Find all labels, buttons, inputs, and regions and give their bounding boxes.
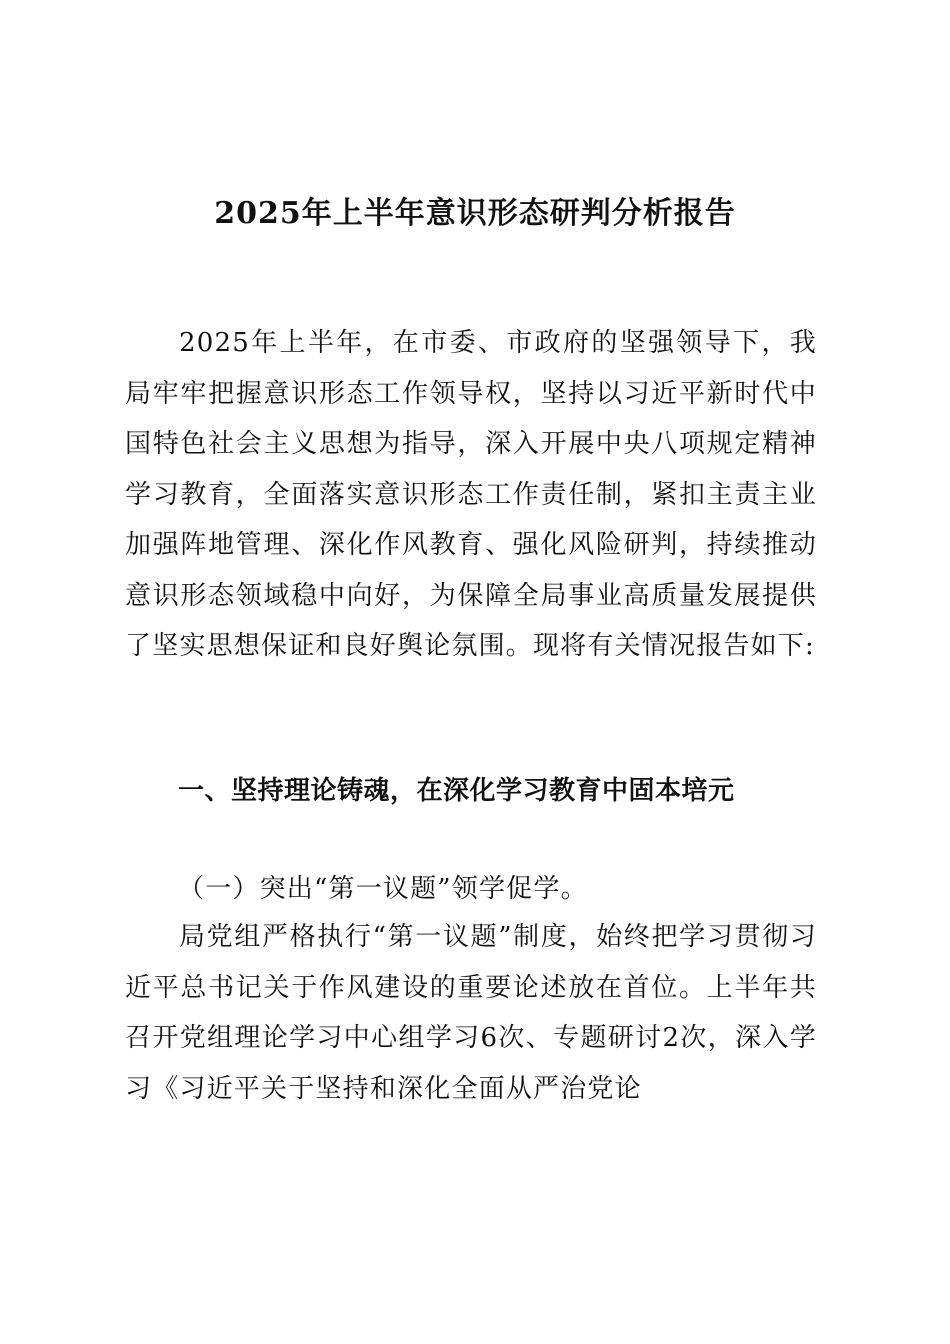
section-heading-1: 一、坚持理论铸魂，在深化学习教育中固本培元	[178, 776, 735, 806]
subsection-paragraph-1: 局党组严格执行“第一议题”制度，始终把学习贯彻习近平总书记关于作风建设的重要论述放在首位。上半年共召开党组理论学习中心组学习6次、专题研讨2次，深入学习《习近平关于坚持和深化全面从严治党论	[125, 922, 817, 1104]
subsection-heading-1: （一）突出“第一议题”领学促学。	[178, 874, 588, 904]
document-title: 2025年上半年意识形态研判分析报告	[214, 196, 736, 231]
intro-paragraph: 2025年上半年，在市委、市政府的坚强领导下，我局牢牢把握意识形态工作领导权，坚持以习近平新时代中国特色社会主义思想为指导，深入开展中央八项规定精神学习教育，全面落实意识形态工作责任制，紧扣主责主业加强阵地管理、深化作风教育、强化风险研判，持续推动意识形态领域稳中向好，为保障全局事业高质量发展提供了坚实思想保证和良好舆论氛围。现将有关情况报告如下:	[125, 328, 817, 661]
